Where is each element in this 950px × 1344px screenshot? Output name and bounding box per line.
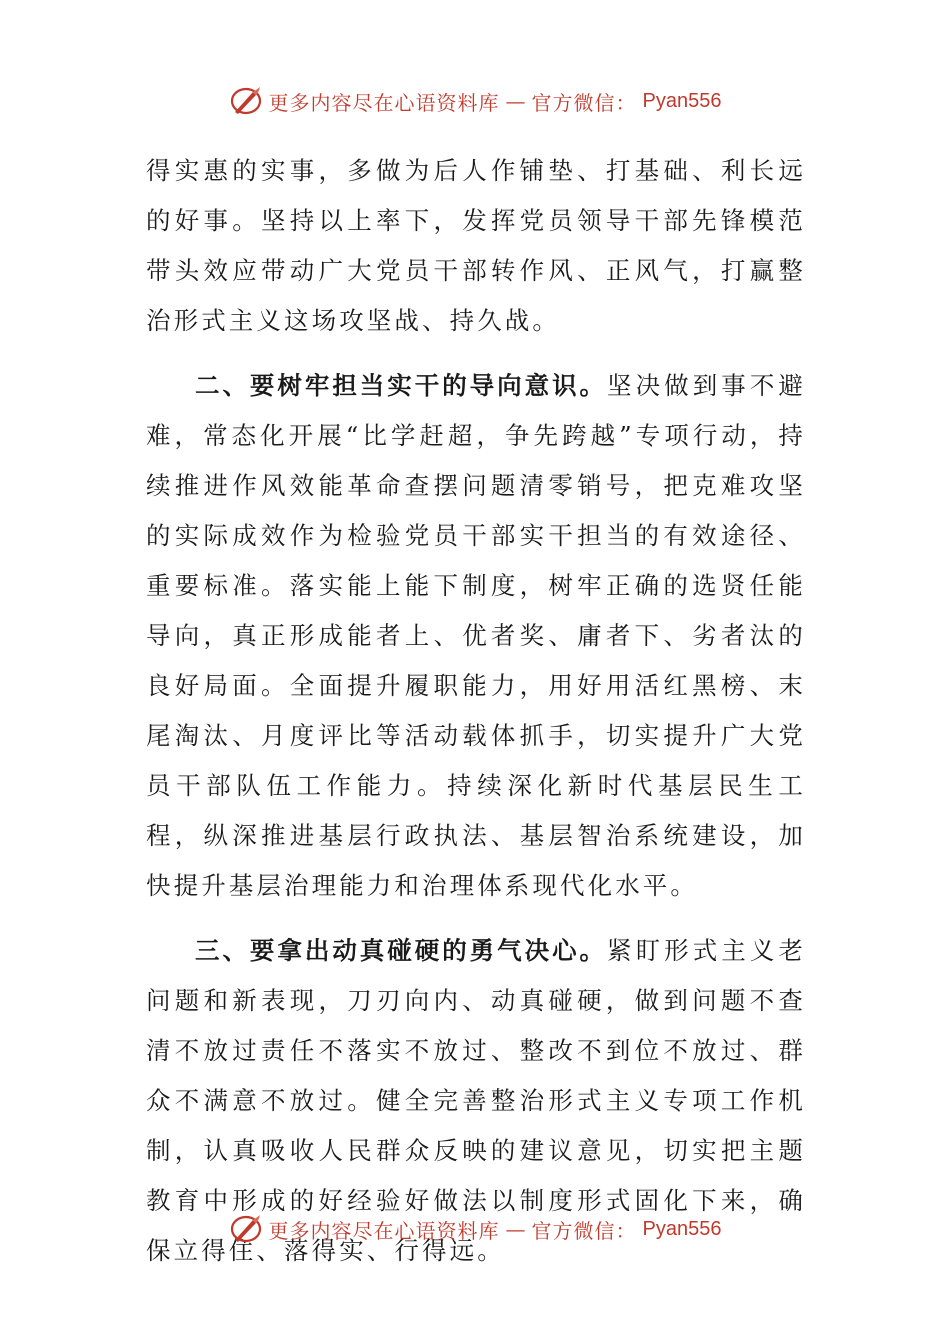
wechat-label: 官方微信： — [531, 1218, 637, 1243]
footer-banner — [0, 1212, 950, 1246]
wechat-label: 官方微信： — [531, 90, 637, 115]
wechat-account: Pyan556 — [642, 89, 722, 112]
section-two-paragraph — [146, 361, 806, 911]
paragraph-text: 得实惠的实事，多做为后人作铺垫、打基础、利长远的好事。坚持以上率下，发挥党员领导干部先锋模范带头效应带动广大党员干部转作风、正风气，打赢整治形式主义这场攻坚战、持久战。 — [146, 156, 806, 335]
section-three-text: 紧盯形式主义老问题和新表现，刀刃向内、动真碰硬，做到问题不查清不放过责任不落实不放过、整改不到位不放过、群众不满意不放过。健全完善整治形式主义专项工作机制，认真吸收人民群众反映的建议意见，切实把主题教育中形成的好经验好做法以制度形式固化下来，确保立得住、落得实、行得远。 — [146, 936, 806, 1265]
quill-logo-icon — [229, 1212, 263, 1246]
wechat-account: Pyan556 — [642, 1217, 722, 1240]
paragraph-continued — [146, 146, 806, 346]
section-two-text: 坚决做到事不避难，常态化开展“比学赶超，争先跨越”专项行动，持续推进作风效能革命查摆问题清零销号，把克难攻坚的实际成效作为检验党员干部实干担当的有效途径、重要标准。落实能上能下制度，树牢正确的选贤任能导向，真正形成能者上、优者奖、庸者下、劣者汰的良好局面。全面提升履职能力，用好用活红黑榜、末尾淘汰、月度评比等活动载体抓手，切实提升广大党员干部队伍工作能力。持续深化新时代基层民生工程，纵深推进基层行政执法、基层智治系统建设，加快提升基层治理能力和治理体系现代化水平。 — [146, 371, 806, 900]
section-three-heading: 三、要拿出动真碰硬的勇气决心。 — [195, 936, 607, 965]
site-name: 更多内容尽在心语资料库 — [268, 1218, 500, 1243]
site-name: 更多内容尽在心语资料库 — [268, 90, 500, 115]
banner-dash: — — [505, 1217, 526, 1241]
quill-logo-icon — [229, 84, 263, 118]
banner-dash: — — [505, 89, 526, 113]
section-two-heading: 二、要树牢担当实干的导向意识。 — [195, 371, 607, 400]
document-body — [146, 146, 806, 1291]
header-banner — [0, 84, 950, 118]
